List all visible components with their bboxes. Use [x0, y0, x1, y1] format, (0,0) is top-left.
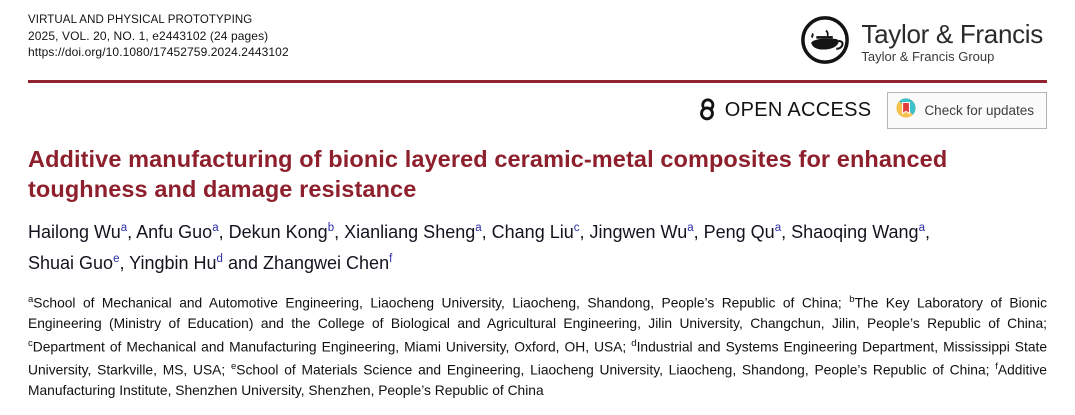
- taylor-francis-lamp-icon: [799, 14, 851, 71]
- author-name: Hailong Wu: [28, 222, 121, 242]
- author-affiliation-ref: a: [918, 222, 925, 234]
- author-list: [28, 215, 940, 277]
- header-divider-rule: [28, 80, 1047, 83]
- author-name: Shuai Guo: [28, 253, 114, 273]
- author-separator: ,: [924, 222, 930, 242]
- affiliation-label: f: [995, 361, 998, 373]
- affiliations-block: [28, 290, 1047, 401]
- author-name: Peng Qu: [703, 222, 775, 242]
- author-affiliation-ref: c: [573, 222, 580, 234]
- author-name: Jingwen Wu: [589, 222, 688, 242]
- doi-link[interactable]: https://doi.org/10.1080/17452759.2024.2443102: [28, 45, 289, 59]
- author-separator: and: [222, 253, 263, 273]
- author-separator: ,: [781, 222, 792, 242]
- author-affiliation-ref: a: [475, 222, 482, 234]
- author-affiliation-ref: a: [687, 222, 694, 234]
- author-name: Shaoqing Wang: [791, 222, 919, 242]
- affiliation-text: School of Materials Science and Engineering, Liaocheng University, Liaocheng, Shandong, People’s Republic of China;: [236, 362, 996, 378]
- author-affiliation-ref: a: [212, 222, 219, 234]
- affiliation-label: d: [631, 337, 637, 349]
- open-lock-icon: [697, 94, 717, 126]
- author-separator: ,: [127, 222, 137, 242]
- author-name: Chang Liu: [491, 222, 574, 242]
- author-affiliation-ref: d: [216, 253, 223, 265]
- author-affiliation-ref: b: [327, 222, 335, 234]
- author-affiliation-ref: a: [774, 222, 782, 234]
- publisher-name: Taylor & Francis: [861, 19, 1043, 49]
- publisher-group: Taylor & Francis Group: [861, 49, 995, 64]
- affiliation-text: Department of Mechanical and Manufacturing Engineering, Miami University, Oxford, OH, USA;: [32, 339, 632, 355]
- publisher-logo-block: [799, 14, 1043, 71]
- author-separator: ,: [579, 222, 590, 242]
- crossmark-icon: [895, 97, 917, 124]
- author-separator: ,: [693, 222, 704, 242]
- author-name: Xianliang Sheng: [344, 222, 476, 242]
- journal-info-block: [28, 12, 289, 60]
- author-separator: ,: [481, 222, 492, 242]
- author-affiliation-ref: f: [389, 253, 393, 265]
- author-name: Dekun Kong: [228, 222, 328, 242]
- affiliation-text: Industrial and Systems Engineering Department, Mississippi State University, Starkville, MS, USA;: [28, 339, 1047, 378]
- affiliation-text: Additive Manufacturing Institute, Shenzhen University, Shenzhen, People’s Republic of China: [28, 362, 1047, 398]
- open-access-badge: [697, 94, 872, 126]
- author-name: Anfu Guo: [136, 222, 213, 242]
- author-separator: ,: [218, 222, 229, 242]
- author-name: Yingbin Hu: [129, 253, 217, 273]
- journal-doi-line: [28, 44, 289, 60]
- journal-issue-line: 2025, VOL. 20, NO. 1, e2443102 (24 pages): [28, 29, 269, 43]
- author-separator: ,: [119, 253, 130, 273]
- affiliation-text: The Key Laboratory of Bionic Engineering (Ministry of Education) and the College of Biological and Agricultural Engineering, Jilin University, Changchun, Jilin, People’s Republic of China;: [28, 295, 1047, 331]
- article-title: Additive manufacturing of bionic layered ceramic-metal composites for enhanced toughness and damage resistance: [28, 146, 948, 202]
- affiliation-label: a: [28, 294, 34, 305]
- check-for-updates-button[interactable]: [887, 92, 1047, 129]
- journal-name: VIRTUAL AND PHYSICAL PROTOTYPING: [28, 14, 253, 26]
- author-affiliation-ref: a: [120, 222, 128, 234]
- publisher-name-block: [861, 21, 1043, 64]
- affiliation-label: b: [849, 294, 855, 305]
- author-separator: ,: [334, 222, 345, 242]
- affiliation-text: School of Mechanical and Automotive Engineering, Liaocheng University, Liaocheng, Shandong, People’s Republic of China;: [33, 295, 850, 311]
- check-for-updates-label: Check for updates: [924, 102, 1034, 118]
- author-affiliation-ref: e: [113, 253, 120, 265]
- affiliation-label: e: [230, 361, 237, 373]
- affiliation-label: c: [28, 337, 33, 349]
- access-row: [28, 93, 1047, 127]
- header-row: [28, 12, 1047, 71]
- open-access-label: OPEN ACCESS: [724, 98, 872, 121]
- author-name: Zhangwei Chen: [263, 253, 390, 273]
